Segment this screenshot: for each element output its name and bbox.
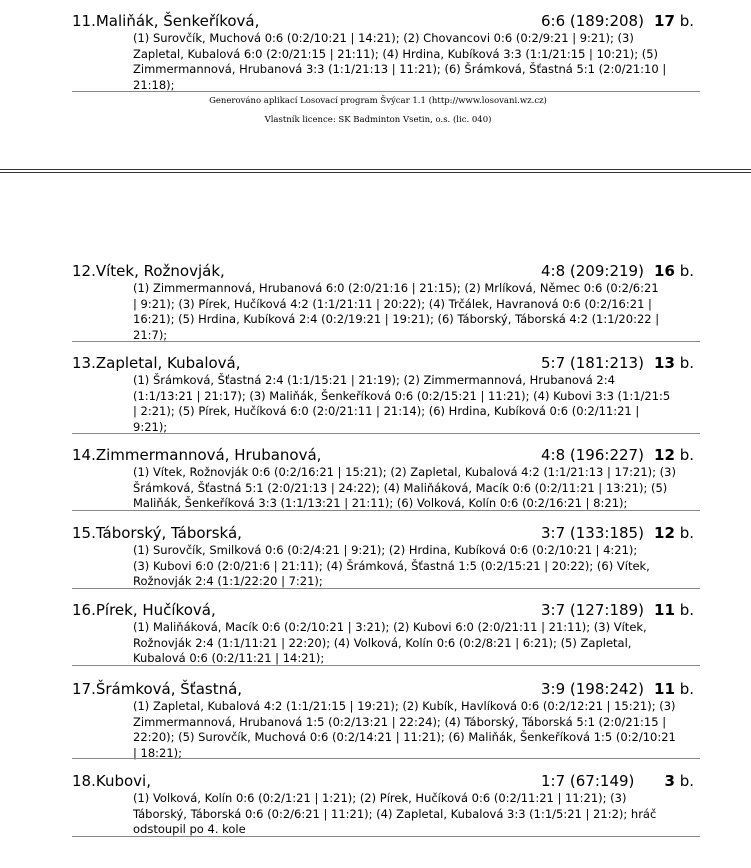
match-line: Šrámková, Šťastná 5:1 (2:0/21:13 | 24:22); (4) Maliňáková, Macík 0:6 (0:2/11:21 | 13:21); (5) (133, 480, 668, 495)
entry-score: 1:7 (67:149) (541, 772, 635, 790)
standing-entry (72, 261, 700, 343)
generator-note: Generováno aplikací Losovací program Švýcar 1.1 (http://www.losovani.wz.cz) (209, 96, 547, 106)
entry-header (72, 679, 700, 699)
entry-name: 11.Maliňák, Šenkeříková, (72, 12, 260, 30)
entry-name: 14.Zimmermannová, Hrubanová, (72, 446, 322, 464)
match-line: Zimmermannová, Hrubanová 3:3 (1:1/21:13 | 11:21); (6) Šrámková, Šťastná 5:1 (2:0/21:10 | (133, 62, 667, 76)
entry-name: 17.Šrámková, Šťastná, (72, 680, 243, 698)
entry-points: 12 b. (654, 524, 694, 542)
standing-entry (72, 445, 700, 512)
entry-name: 15.Táborský, Táborská, (72, 524, 242, 542)
divider (72, 665, 700, 666)
entry-score: 5:7 (181:213) (541, 354, 644, 372)
entry-score: 3:7 (127:189) (541, 601, 644, 619)
match-line: (1) Zimmermannová, Hrubanová 6:0 (2:0/21:16 | 21:15); (2) Mrlíková, Němec 0:6 (0:2/6:21 (133, 281, 659, 295)
match-line: (1) Vítek, Rožnovják 0:6 (0:2/16:21 | 15:21); (2) Zapletal, Kubalová 4:2 (1:1/21:13 | 17:21); (3) (133, 465, 676, 479)
match-line: 9:21); (133, 419, 168, 434)
match-line: | 18:21); (133, 745, 183, 760)
entry-points: 12 b. (654, 446, 694, 464)
match-line: 22:20); (5) Surovčík, Muchová 0:6 (0:2/14:21 | 11:21); (6) Maliňák, Šenkeříková 1:5 (0:2/10:21 (133, 730, 676, 744)
entry-matches (133, 620, 700, 667)
match-line: (1) Volková, Kolín 0:6 (0:2/1:21 | 1:21); (2) Pírek, Hučíková 0:6 (0:2/11:21 | 11:21); (3) (133, 791, 627, 805)
entry-points: 16 b. (654, 262, 694, 280)
entry-header (72, 353, 700, 373)
match-line: Rožnovják 2:4 (1:1/22:20 | 7:21); (133, 574, 323, 588)
entry-points: 13 b. (654, 354, 694, 372)
divider (72, 836, 700, 837)
entry-matches (133, 373, 700, 435)
match-line: (3) Kubovi 6:0 (2:0/21:6 | 21:11); (4) Šrámková, Šťastná 1:5 (0:2/15:21 | 20:22); (6) Vítek, (133, 558, 650, 573)
standing-entry (72, 679, 700, 761)
entry-name: 12.Vítek, Rožnovják, (72, 262, 225, 280)
entry-header (72, 445, 700, 465)
entry-header (72, 600, 700, 620)
entry-matches (133, 465, 700, 512)
match-line: 21:7); (133, 327, 168, 342)
match-line: | 2:21); (5) Pírek, Hučíková 6:0 (2:0/21:11 | 21:14); (6) Hrdina, Kubíková 0:6 (0:2/11:21 | (133, 404, 640, 418)
divider (72, 91, 700, 92)
entry-matches (133, 281, 700, 343)
match-line: 16:21); (5) Hrdina, Kubíková 2:4 (0:2/19:21 | 19:21); (6) Táborský, Táborská 4:2 (1:1/20:22 | (133, 312, 660, 326)
match-line: Táborský, Táborská 0:6 (0:2/6:21 | 11:21); (4) Zapletal, Kubalová 3:3 (1:1/5:21 | 21:2); hráč (133, 806, 657, 821)
standing-entry (72, 353, 700, 435)
match-line: 21:18); (133, 77, 175, 92)
divider (72, 758, 700, 759)
standing-entry (72, 600, 700, 667)
entry-score: 3:9 (198:242) (541, 680, 644, 698)
page-break (0, 169, 751, 173)
entry-score: 6:6 (189:208) (541, 12, 644, 30)
match-line: (1) Zapletal, Kubalová 4:2 (1:1/21:15 | 19:21); (2) Kubík, Havlíková 0:6 (0:2/12:21 | 15:21); (3) (133, 699, 676, 713)
match-line: (1) Surovčík, Muchová 0:6 (0:2/10:21 | 14:21); (2) Chovancovi 0:6 (0:2/9:21 | 9:21); (3) (133, 31, 634, 45)
match-line: Maliňák, Šenkeříková 3:3 (1:1/13:21 | 21:11); (6) Volková, Kolín 0:6 (0:2/16:21 | 8:21); (133, 496, 628, 510)
match-line: (1:1/13:21 | 21:17); (3) Maliňák, Šenkeříková 0:6 (0:2/15:21 | 11:21); (4) Kubovi 3:3 (1:1/21:5 (133, 388, 671, 403)
match-line: Zimmermannová, Hrubanová 1:5 (0:2/13:21 | 22:24); (4) Táborský, Táborská 5:1 (2:0/21:15 | (133, 714, 667, 729)
entry-name: 16.Pírek, Hučíková, (72, 601, 216, 619)
entry-score: 4:8 (196:227) (541, 446, 644, 464)
entry-name: 18.Kubovi, (72, 772, 151, 790)
entry-header (72, 771, 700, 791)
license-note: Vlastník licence: SK Badminton Vsetin, o.s. (lic. 040) (264, 115, 492, 125)
standing-entry (72, 11, 700, 93)
entry-matches (133, 791, 700, 838)
entry-points: 11 b. (654, 601, 694, 619)
match-line: (1) Šrámková, Šťastná 2:4 (1:1/15:21 | 21:19); (2) Zimmermannová, Hrubanová 2:4 (133, 373, 615, 387)
entry-score: 3:7 (133:185) (541, 524, 644, 542)
standing-entry (72, 523, 700, 590)
divider (72, 341, 700, 342)
entry-score: 4:8 (209:219) (541, 262, 644, 280)
entry-matches (133, 31, 700, 93)
entry-matches (133, 699, 700, 761)
entry-points: 3 b. (664, 772, 694, 790)
match-line: Rožnovják 2:4 (1:1/11:21 | 22:20); (4) Volková, Kolín 0:6 (0:2/8:21 | 6:21); (5) Zapletal, (133, 635, 632, 650)
entry-matches (133, 543, 700, 590)
match-line: Kubalová 0:6 (0:2/11:21 | 14:21); (133, 651, 325, 665)
entry-header (72, 11, 700, 31)
divider (72, 588, 700, 589)
entry-header (72, 261, 700, 281)
entry-points: 11 b. (654, 680, 694, 698)
match-line: Zapletal, Kubalová 6:0 (2:0/21:15 | 21:11); (4) Hrdina, Kubíková 3:3 (1:1/21:15 | 10:21); (5) (133, 46, 659, 61)
match-line: (1) Maliňáková, Macík 0:6 (0:2/10:21 | 3:21); (2) Kubovi 6:0 (2:0/21:11 | 21:11); (3) Vítek, (133, 620, 647, 634)
entry-header (72, 523, 700, 543)
entry-name: 13.Zapletal, Kubalová, (72, 354, 241, 372)
standing-entry (72, 771, 700, 838)
divider (72, 510, 700, 511)
entry-points: 17 b. (654, 12, 694, 30)
match-line: (1) Surovčík, Smilková 0:6 (0:2/4:21 | 9:21); (2) Hrdina, Kubíková 0:6 (0:2/10:21 | 4:21); (133, 543, 638, 557)
divider (72, 433, 700, 434)
match-line: odstoupil po 4. kole (133, 822, 246, 836)
match-line: | 9:21); (3) Pírek, Hučíková 4:2 (1:1/21:11 | 20:22); (4) Trčálek, Havranová 0:6 (0:2/16:21 | (133, 296, 652, 311)
